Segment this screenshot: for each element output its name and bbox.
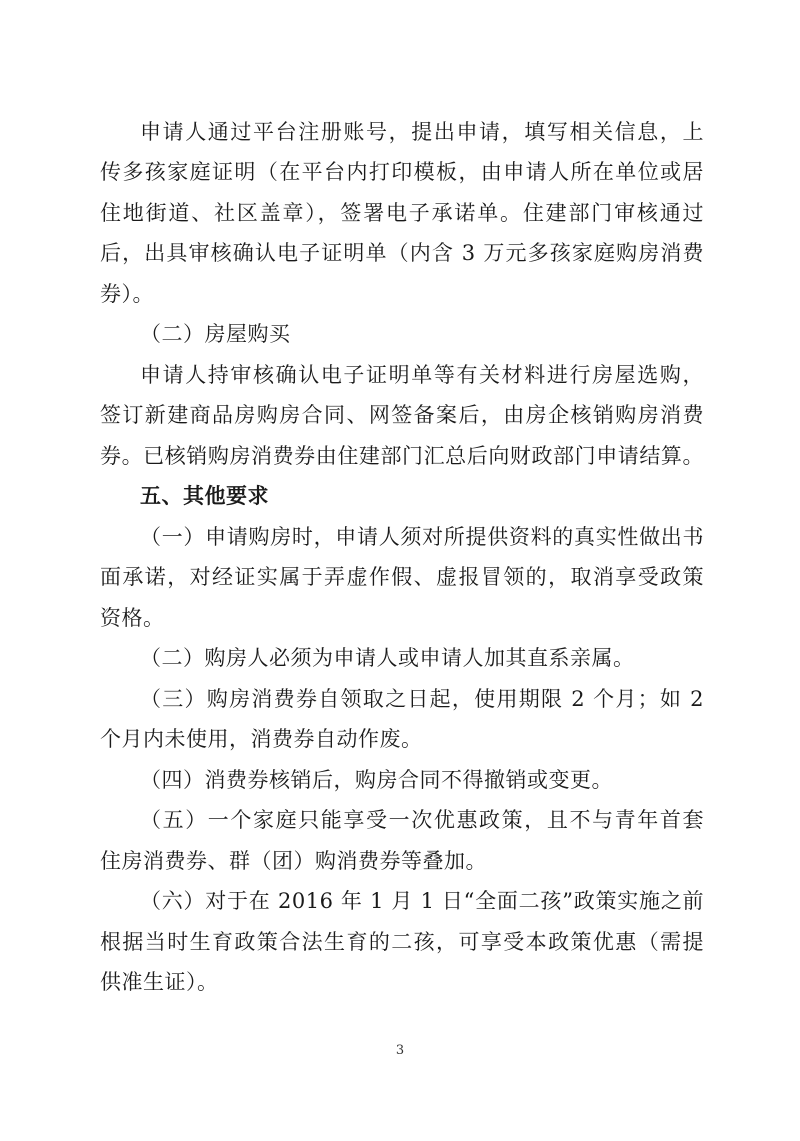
list-item-line: 供准生证）。	[100, 970, 219, 994]
list-item-line: （二）购房人必须为申请人或申请人加其直系亲属。	[140, 646, 635, 670]
page-number: 3	[395, 1043, 405, 1058]
list-item-line: 个月内未使用，消费券自动作废。	[100, 727, 423, 751]
section-heading: （二）房屋购买	[140, 322, 291, 346]
chapter-heading: 五、其他要求	[140, 484, 269, 508]
paragraph-line: 传多孩家庭证明（在平台内打印模板，由申请人所在单位或居	[100, 160, 704, 184]
list-item-line: 根据当时生育政策合法生育的二孩，可享受本政策优惠（需提	[100, 930, 704, 954]
paragraph-line: 申请人通过平台注册账号，提出申请，填写相关信息，上	[140, 120, 704, 144]
list-item-line: 资格。	[100, 606, 165, 630]
paragraph-line: 券。已核销购房消费券由住建部门汇总后向财政部门申请结算。	[100, 444, 704, 468]
list-item-line: 面承诺，对经证实属于弄虚作假、虚报冒领的，取消享受政策	[100, 565, 704, 589]
paragraph-line: 签订新建商品房购房合同、网签备案后，由房企核销购房消费	[100, 403, 704, 427]
paragraph-line: 申请人持审核确认电子证明单等有关材料进行房屋选购，	[140, 363, 704, 387]
list-item-line: （四）消费券核销后，购房合同不得撤销或变更。	[140, 768, 613, 792]
list-item-line: 住房消费券、群（团）购消费券等叠加。	[100, 849, 487, 873]
list-item-line: （三）购房消费券自领取之日起，使用期限 2 个月；如 2	[140, 687, 704, 711]
paragraph-line: 后，出具审核确认电子证明单（内含 3 万元多孩家庭购房消费	[100, 241, 704, 265]
list-item-line: （一）申请购房时，申请人须对所提供资料的真实性做出书	[140, 525, 704, 549]
paragraph-line: 券）。	[100, 282, 154, 306]
list-item-line: （六）对于在 2016 年 1 月 1 日“全面二孩”政策实施之前	[140, 889, 704, 913]
paragraph-line: 住地街道、社区盖章），签署电子承诺单。住建部门审核通过	[100, 201, 704, 225]
list-item-line: （五）一个家庭只能享受一次优惠政策，且不与青年首套	[140, 808, 704, 832]
